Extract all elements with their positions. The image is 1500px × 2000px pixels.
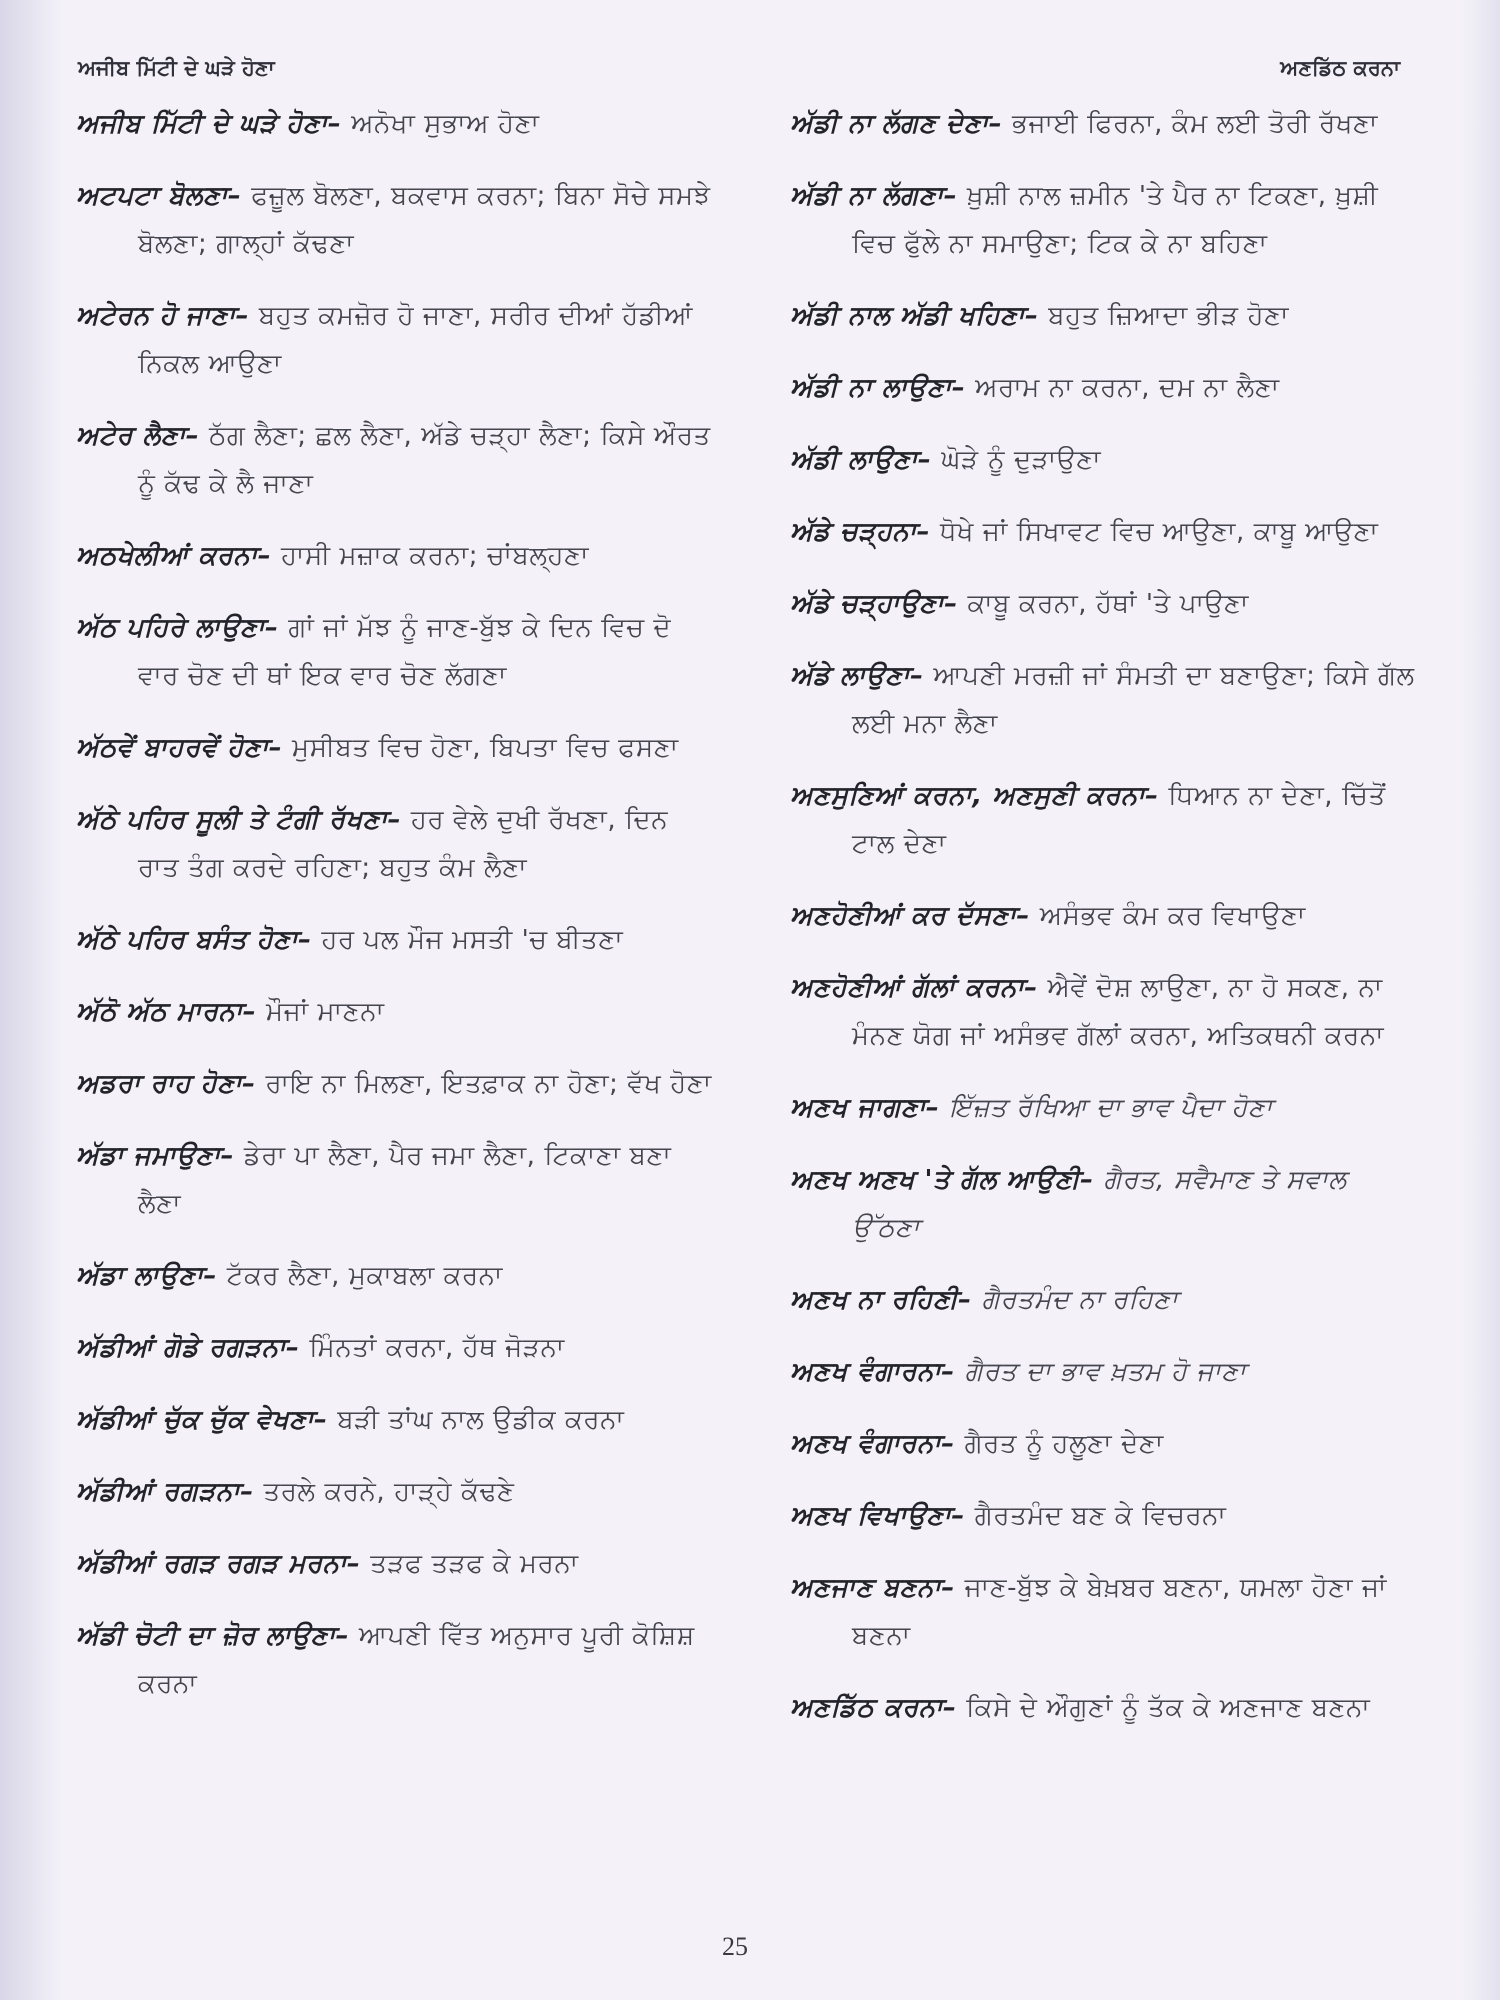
- term-separator: –: [958, 1285, 982, 1315]
- term-separator: –: [941, 1429, 965, 1459]
- idiom-entry: [790, 772, 1420, 868]
- idiom-term: ਅੱਡੀ ਨਾ ਲਾਉਣਾ: [790, 373, 952, 403]
- idiom-entry: [790, 1420, 1420, 1468]
- left-column: [76, 100, 716, 1732]
- term-separator: –: [227, 181, 252, 211]
- running-head-first-entry: ਅਜੀਬ ਮਿੱਟੀ ਦੇ ਘੜੇ ਹੋਣਾ: [78, 56, 275, 80]
- idiom-meaning: ਬਹੁਤ ਕਮਜ਼ੋਰ ਹੋ ਜਾਣਾ, ਸਰੀਰ ਦੀਆਂ ਹੱਡੀਆਂ ਨਿਕਲ ਆਉਣਾ: [138, 301, 694, 379]
- term-separator: –: [1145, 781, 1169, 811]
- idiom-meaning: ਜਾਣ-ਬੁੱਝ ਕੇ ਬੇਖ਼ਬਰ ਬਣਨਾ, ਯਮਲਾ ਹੋਣਾ ਜਾਂ ਬਣਨਾ: [852, 1573, 1387, 1651]
- idiom-entry: [76, 172, 716, 268]
- idiom-term: ਅਟੇਰ ਲੈਣਾ: [76, 421, 186, 451]
- idiom-term: ਅਣਖ ਵੰਗਾਰਨਾ: [790, 1429, 942, 1459]
- term-separator: –: [941, 1357, 965, 1387]
- page-number: 25: [722, 1932, 748, 1961]
- idiom-meaning: ਤਰਲੇ ਕਰਨੇ, ਹਾੜ੍ਹੇ ਕੱਢਣੇ: [263, 1477, 515, 1507]
- idiom-meaning: ਮੌਜਾਂ ਮਾਣਨਾ: [266, 997, 385, 1027]
- term-separator: –: [910, 661, 934, 691]
- idiom-term: ਅੱਡਾ ਜਮਾਉਣਾ: [76, 1141, 221, 1171]
- idiom-meaning: ਐਵੇਂ ਦੋਸ਼ ਲਾਉਣਾ, ਨਾ ਹੋ ਸਕਣ, ਨਾ ਮੰਨਣ ਯੋਗ ਜਾਂ ਅਸੰਭਵ ਗੱਲਾਂ ਕਰਨਾ, ਅਤਿਕਥਨੀ ਕਰਨਾ: [852, 973, 1385, 1051]
- running-head-last-entry: ਅਣਡਿੱਠ ਕਰਨਾ: [1280, 56, 1400, 80]
- idiom-meaning: ਇੱਜ਼ਤ ਰੱਖਿਆ ਦਾ ਭਾਵ ਪੈਦਾ ਹੋਣਾ: [949, 1093, 1273, 1123]
- idiom-term: ਅਣਖ ਵਿਖਾਉਣਾ: [790, 1501, 952, 1531]
- idiom-term: ਅੱਡੀਆਂ ਰਗੜ ਰਗੜ ਮਰਨਾ: [76, 1549, 347, 1579]
- idiom-entry: [790, 652, 1420, 748]
- idiom-meaning: ਠੱਗ ਲੈਣਾ; ਛਲ ਲੈਣਾ, ਅੱਡੇ ਚੜ੍ਹਾ ਲੈਣਾ; ਕਿਸੇ ਔਰਤ ਨੂੰ ਕੱਢ ਕੇ ਲੈ ਜਾਣਾ: [138, 421, 711, 499]
- idiom-meaning: ਅਸੰਭਵ ਕੰਮ ਕਰ ਵਿਖਾਉਣਾ: [1039, 901, 1306, 931]
- idiom-entry: [790, 508, 1420, 556]
- idiom-meaning: ਆਪਣੀ ਵਿੱਤ ਅਨੁਸਾਰ ਪੂਰੀ ਕੋਸ਼ਿਸ਼ ਕਰਨਾ: [138, 1621, 695, 1699]
- idiom-entry: [76, 1396, 716, 1444]
- idiom-term: ਅੱਡੇ ਚੜ੍ਹਨਾ: [790, 517, 917, 547]
- idiom-entry: [790, 436, 1420, 484]
- idiom-term: ਅੱਠੇ ਪਹਿਰ ਸੂਲੀ ਤੇ ਟੰਗੀ ਰੱਖਣਾ: [76, 805, 388, 835]
- idiom-entry: [790, 1684, 1420, 1732]
- idiom-term: ਅਣਖ ਅਣਖ 'ਤੇ ਗੱਲ ਆਉਣੀ: [790, 1165, 1081, 1195]
- idiom-term: ਅਟੇਰਨ ਹੋ ਜਾਣਾ: [76, 301, 236, 331]
- idiom-entry: [76, 532, 716, 580]
- idiom-meaning: ਕਿਸੇ ਦੇ ਔਗੁਣਾਂ ਨੂੰ ਤੱਕ ਕੇ ਅਣਜਾਣ ਬਣਨਾ: [966, 1693, 1371, 1723]
- idiom-term: ਅੱਡੀਆਂ ਗੋਡੇ ਰਗੜਨਾ: [76, 1333, 287, 1363]
- idiom-meaning: ਗੈਰਤ ਨੂੰ ਹਲੂਣਾ ਦੇਣਾ: [964, 1429, 1164, 1459]
- idiom-entry: [76, 1252, 716, 1300]
- idiom-meaning: ਹਾਸੀ ਮਜ਼ਾਕ ਕਰਨਾ; ਚਾਂਬਲ੍ਹਣਾ: [280, 541, 590, 571]
- term-separator: –: [944, 589, 968, 619]
- idiom-entry: [790, 1492, 1420, 1540]
- idiom-meaning: ਧਿਆਨ ਨਾ ਦੇਣਾ, ਚਿੱਤੋਂ ਟਾਲ ਦੇਣਾ: [852, 781, 1386, 859]
- idiom-term: ਅੱਠੇ ਪਹਿਰ ਬਸੰਤ ਹੋਣਾ: [76, 925, 299, 955]
- idiom-meaning: ਮਿੰਨਤਾਂ ਕਰਨਾ, ਹੱਥ ਜੋੜਨਾ: [309, 1333, 565, 1363]
- idiom-entry: [76, 604, 716, 700]
- term-separator: –: [988, 109, 1012, 139]
- term-separator: –: [286, 1333, 310, 1363]
- idiom-meaning: ਘੋੜੇ ਨੂੰ ਦੁੜਾਉਣਾ: [941, 445, 1102, 475]
- term-separator: –: [917, 445, 942, 475]
- term-separator: –: [268, 733, 293, 763]
- term-separator: –: [943, 181, 967, 211]
- idiom-term: ਅਣਹੋਣੀਆਂ ਕਰ ਦੱਸਣਾ: [790, 901, 1017, 931]
- idiom-entry: [76, 1324, 716, 1372]
- idiom-entry: [76, 1060, 716, 1108]
- idiom-entry: [76, 100, 716, 148]
- idiom-term: ਅਣਖ ਜਾਗਣਾ: [790, 1093, 926, 1123]
- idiom-meaning: ਹਰ ਪਲ ਮੌਜ ਮਸਤੀ 'ਚ ਬੀਤਣਾ: [321, 925, 624, 955]
- term-separator: –: [335, 1621, 359, 1651]
- idiom-term: ਅਣਸੁਣਿਆਂ ਕਰਨਾ, ਅਣਸੁਣੀ ਕਰਨਾ: [790, 781, 1146, 811]
- idiom-term: ਅਣਜਾਣ ਬਣਨਾ: [790, 1573, 942, 1603]
- idiom-term: ਅੱਠ ਪਹਿਰੇ ਲਾਉਣਾ: [76, 613, 265, 643]
- idiom-entry: [790, 964, 1420, 1060]
- idiom-entry: [790, 1084, 1420, 1132]
- term-separator: –: [951, 373, 976, 403]
- term-separator: –: [1024, 973, 1048, 1003]
- idiom-meaning: ਬਹੁਤ ਜ਼ਿਆਦਾ ਭੀੜ ਹੋਣਾ: [1048, 301, 1290, 331]
- idiom-entry: [76, 1132, 716, 1228]
- term-separator: –: [1080, 1165, 1104, 1195]
- idiom-entry: [76, 724, 716, 772]
- term-separator: –: [235, 301, 259, 331]
- idiom-meaning: ਅਨੋਖਾ ਸੁਭਾਅ ਹੋਣਾ: [351, 109, 540, 139]
- idiom-entry: [790, 1276, 1420, 1324]
- idiom-meaning: ਗੈਰਤ, ਸਵੈਮਾਣ ਤੇ ਸਵਾਲ ਉੱਠਣਾ: [852, 1165, 1347, 1243]
- idiom-entry: [76, 796, 716, 892]
- idiom-entry: [76, 412, 716, 508]
- idiom-meaning: ਭਜਾਈ ਫਿਰਨਾ, ਕੰਮ ਲਈ ਤੋਰੀ ਰੱਖਣਾ: [1011, 109, 1378, 139]
- idiom-meaning: ਆਪਣੀ ਮਰਜ਼ੀ ਜਾਂ ਸੰਮਤੀ ਦਾ ਬਣਾਉਣਾ; ਕਿਸੇ ਗੱਲ ਲਈ ਮਨਾ ਲੈਣਾ: [852, 661, 1415, 739]
- term-separator: –: [257, 541, 281, 571]
- idiom-entry: [790, 364, 1420, 412]
- term-separator: –: [240, 1477, 264, 1507]
- idiom-meaning: ਕਾਬੂ ਕਰਨਾ, ਹੱਥਾਂ 'ਤੇ ਪਾਉਣਾ: [967, 589, 1249, 619]
- term-separator: –: [941, 1573, 965, 1603]
- idiom-meaning: ਗਾਂ ਜਾਂ ਮੱਝ ਨੂੰ ਜਾਣ-ਬੁੱਝ ਕੇ ਦਿਨ ਵਿਚ ਦੋ ਵਾਰ ਚੋਣ ਦੀ ਥਾਂ ਇਕ ਵਾਰ ਚੋਣ ਲੱਗਣਾ: [138, 613, 672, 691]
- idiom-term: ਅਣਹੋਣੀਆਂ ਗੱਲਾਂ ਕਰਨਾ: [790, 973, 1025, 1003]
- idiom-entry: [790, 892, 1420, 940]
- idiom-meaning: ਹਰ ਵੇਲੇ ਦੁਖੀ ਰੱਖਣਾ, ਦਿਨ ਰਾਤ ਤੰਗ ਕਰਦੇ ਰਹਿਣਾ; ਬਹੁਤ ਕੰਮ ਲੈਣਾ: [138, 805, 669, 883]
- idiom-meaning: ਮੁਸੀਬਤ ਵਿਚ ਹੋਣਾ, ਬਿਪਤਾ ਵਿਚ ਫਸਣਾ: [292, 733, 679, 763]
- term-separator: –: [203, 1261, 227, 1291]
- idiom-term: ਅਡਰਾ ਰਾਹ ਹੋਣਾ: [76, 1069, 243, 1099]
- term-separator: –: [242, 997, 267, 1027]
- idiom-meaning: ਫਜ਼ੂਲ ਬੋਲਣਾ, ਬਕਵਾਸ ਕਰਨਾ; ਬਿਨਾ ਸੋਚੇ ਸਮਝੇ ਬੋਲਣਾ; ਗਾਲ੍ਹਾਂ ਕੱਢਣਾ: [138, 181, 711, 259]
- idiom-meaning: ਟੱਕਰ ਲੈਣਾ, ਮੁਕਾਬਲਾ ਕਰਨਾ: [226, 1261, 503, 1291]
- term-separator: –: [1024, 301, 1049, 331]
- idiom-term: ਅਜੀਬ ਮਿੱਟੀ ਦੇ ਘੜੇ ਹੋਣਾ: [76, 109, 328, 139]
- term-separator: –: [943, 1693, 967, 1723]
- idiom-entry: [790, 100, 1420, 148]
- idiom-entry: [76, 1540, 716, 1588]
- idiom-term: ਅੱਡੇ ਲਾਉਣਾ: [790, 661, 911, 691]
- idiom-entry: [790, 580, 1420, 628]
- right-column: [790, 100, 1420, 1756]
- idiom-term: ਅੱਡੀ ਚੋਟੀ ਦਾ ਜ਼ੋਰ ਲਾਉਣਾ: [76, 1621, 336, 1651]
- idiom-term: ਅੱਡੀ ਨਾ ਲੱਗਣ ਦੇਣਾ: [790, 109, 989, 139]
- idiom-term: ਅੱਡੇ ਚੜ੍ਹਾਉਣਾ: [790, 589, 945, 619]
- idiom-term: ਅੱਡੀ ਨਾਲ ਅੱਡੀ ਖਹਿਣਾ: [790, 301, 1025, 331]
- term-separator: –: [220, 1141, 244, 1171]
- idiom-meaning: ਗੈਰਤ ਦਾ ਭਾਵ ਖ਼ਤਮ ਹੋ ਜਾਣਾ: [964, 1357, 1247, 1387]
- idiom-entry: [790, 172, 1420, 268]
- term-separator: –: [185, 421, 210, 451]
- idiom-entry: [790, 1564, 1420, 1660]
- idiom-entry: [76, 292, 716, 388]
- idiom-entry: [790, 1156, 1420, 1252]
- idiom-entry: [790, 292, 1420, 340]
- term-separator: –: [387, 805, 411, 835]
- idiom-entry: [76, 1612, 716, 1708]
- idiom-term: ਅਟਪਟਾ ਬੋਲਣਾ: [76, 181, 228, 211]
- term-separator: –: [298, 925, 322, 955]
- idiom-meaning: ਡੇਰਾ ਪਾ ਲੈਣਾ, ਪੈਰ ਜਮਾ ਲੈਣਾ, ਟਿਕਾਣਾ ਬਣਾ ਲੈਣਾ: [138, 1141, 672, 1219]
- term-separator: –: [314, 1405, 338, 1435]
- term-separator: –: [925, 1093, 950, 1123]
- idiom-term: ਅਣਖ ਵੰਗਾਰਨਾ: [790, 1357, 942, 1387]
- idiom-term: ਅਠਖੇਲੀਆਂ ਕਰਨਾ: [76, 541, 258, 571]
- idiom-meaning: ਖ਼ੁਸ਼ੀ ਨਾਲ ਜ਼ਮੀਨ 'ਤੇ ਪੈਰ ਨਾ ਟਿਕਣਾ, ਖ਼ੁਸ਼ੀ ਵਿਚ ਫੁੱਲੇ ਨਾ ਸਮਾਉਣਾ; ਟਿਕ ਕੇ ਨਾ ਬਹਿਣਾ: [852, 181, 1379, 259]
- idiom-meaning: ਤੜਫ ਤੜਫ ਕੇ ਮਰਨਾ: [370, 1549, 579, 1579]
- idiom-term: ਅੱਡਾ ਲਾਉਣਾ: [76, 1261, 204, 1291]
- idiom-meaning: ਬੜੀ ਤਾਂਘ ਨਾਲ ਉਡੀਕ ਕਰਨਾ: [337, 1405, 625, 1435]
- idiom-entry: [790, 1348, 1420, 1396]
- idiom-entry: [76, 916, 716, 964]
- idiom-term: ਅੱਠਵੇਂ ਬਾਹਰਵੇਂ ਹੋਣਾ: [76, 733, 269, 763]
- idiom-meaning: ਅਰਾਮ ਨਾ ਕਰਨਾ, ਦਮ ਨਾ ਲੈਣਾ: [975, 373, 1280, 403]
- term-separator: –: [916, 517, 940, 547]
- idiom-term: ਅੱਡੀਆਂ ਰਗੜਨਾ: [76, 1477, 241, 1507]
- idiom-term: ਅੱਠੋ ਅੱਠ ਮਾਰਨਾ: [76, 997, 243, 1027]
- term-separator: –: [327, 109, 352, 139]
- idiom-entry: [76, 1468, 716, 1516]
- idiom-term: ਅੱਡੀ ਨਾ ਲੱਗਣਾ: [790, 181, 944, 211]
- idiom-meaning: ਗੈਰਤਮੰਦ ਬਣ ਕੇ ਵਿਚਰਨਾ: [974, 1501, 1227, 1531]
- idiom-term: ਅੱਡੀ ਲਾਉਣਾ: [790, 445, 918, 475]
- term-separator: –: [242, 1069, 266, 1099]
- idiom-term: ਅਣਡਿੱਠ ਕਰਨਾ: [790, 1693, 944, 1723]
- idiom-meaning: ਗੈਰਤਮੰਦ ਨਾ ਰਹਿਣਾ: [981, 1285, 1179, 1315]
- idiom-entry: [76, 988, 716, 1036]
- term-separator: –: [264, 613, 289, 643]
- term-separator: –: [951, 1501, 975, 1531]
- idiom-term: ਅਣਖ ਨਾ ਰਹਿਣੀ: [790, 1285, 959, 1315]
- term-separator: –: [1016, 901, 1040, 931]
- term-separator: –: [346, 1549, 371, 1579]
- idiom-term: ਅੱਡੀਆਂ ਚੁੱਕ ਚੁੱਕ ਵੇਖਣਾ: [76, 1405, 315, 1435]
- idiom-meaning: ਰਾਇ ਨਾ ਮਿਲਣਾ, ਇਤਫ਼ਾਕ ਨਾ ਹੋਣਾ; ਵੱਖ ਹੋਣਾ: [265, 1069, 712, 1099]
- idiom-meaning: ਧੋਖੇ ਜਾਂ ਸਿਖਾਵਟ ਵਿਚ ਆਉਣਾ, ਕਾਬੂ ਆਉਣਾ: [939, 517, 1379, 547]
